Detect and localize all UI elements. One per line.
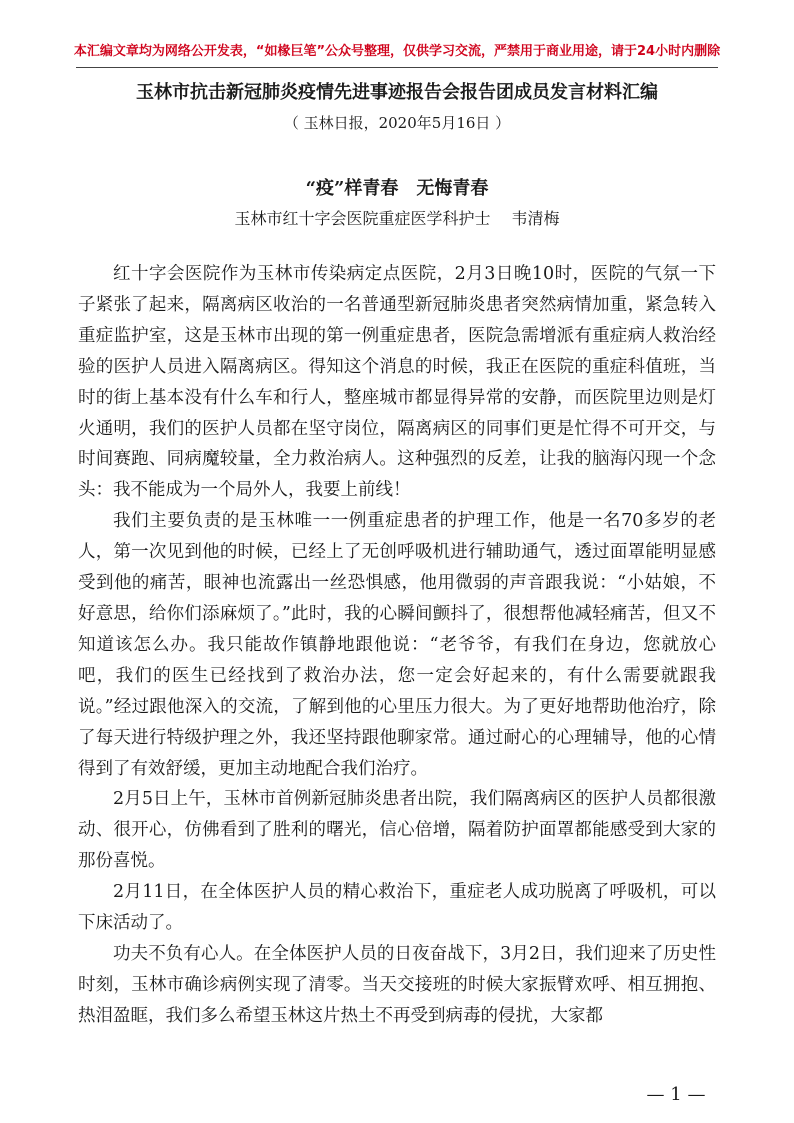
- document-title: 玉林市抗击新冠肺炎疫情先进事迹报告会报告团成员发言材料汇编: [136, 82, 658, 103]
- document-source: （ 玉林日报，2020年5月16日 ）: [283, 114, 511, 132]
- article-title: “疫”样青春 无悔青春: [305, 178, 489, 199]
- body-paragraph: 2月11日，在全体医护人员的精心救治下，重症老人成功脱离了呼吸机，可以下床活动了。: [78, 882, 716, 934]
- article-body: [78, 259, 716, 1032]
- body-paragraph: 红十字会医院作为玉林市传染病定点医院，2月3日晚10时，医院的气氛一下子紧张了起来，隔离病区收治的一名普通型新冠肺炎患者突然病情加重，紧急转入重症监护室，这是玉林市出现的第一例重症患者，医院急需增派有重症病人救治经验的医护人员进入隔离病区。得知这个消息的时候，我正在医院的重症科值班，当时的街上基本没有什么车和行人，整座城市都显得异常的安静，而医院里边则是灯火通明，我们的医护人员都在坚守岗位，隔离病区的同事们更是忙得不可开交，与时间赛跑、同病魔较量，全力救治病人。这种强烈的反差，让我的脑海闪现一个念头：我不能成为一个局外人，我要上前线！: [78, 264, 716, 501]
- body-paragraph: 功夫不负有心人。在全体医护人员的日夜奋战下，3月2日，我们迎来了历史性时刻，玉林市确诊病例实现了清零。当天交接班的时候大家振臂欢呼、相互拥抱、热泪盈眶，我们多么希望玉林这片热土不再受到病毒的侵扰，大家都: [78, 943, 716, 1026]
- body-paragraph: 2月5日上午，玉林市首例新冠肺炎患者出院，我们隔离病区的医护人员都很激动、很开心，仿佛看到了胜利的曙光，信心倍增，隔着防护面罩都能感受到大家的那份喜悦。: [78, 789, 716, 872]
- disclaimer-banner: 本汇编文章均为网络公开发表，“如椽巨笔”公众号整理，仅供学习交流，严禁用于商业用途，请于24小时内删除: [73, 44, 721, 59]
- header-divider: [76, 67, 718, 68]
- body-paragraph: 我们主要负责的是玉林唯一一例重症患者的护理工作，他是一名70多岁的老人，第一次见到他的时候，已经上了无创呼吸机进行辅助通气，透过面罩能明显感受到他的痛苦，眼神也流露出一丝恐惧感，他用微弱的声音跟我说：“小姑娘，不好意思，给你们添麻烦了。”此时，我的心瞬间颤抖了，很想帮他减轻痛苦，但又不知道该怎么办。我只能故作镇静地跟他说：“老爷爷，有我们在身边，您就放心吧，我们的医生已经找到了救治办法，您一定会好起来的，有什么需要就跟我说。”经过跟他深入的交流，了解到他的心里压力很大。为了更好地帮助他治疗，除了每天进行特级护理之外，我还坚持跟他聊家常。通过耐心的心理辅导，他的心情得到了有效舒缓，更加主动地配合我们治疗。: [78, 511, 716, 779]
- page-number: — 1 —: [646, 1084, 706, 1105]
- article-byline: 玉林市红十字会医院重症医学科护士 韦清梅: [234, 209, 560, 228]
